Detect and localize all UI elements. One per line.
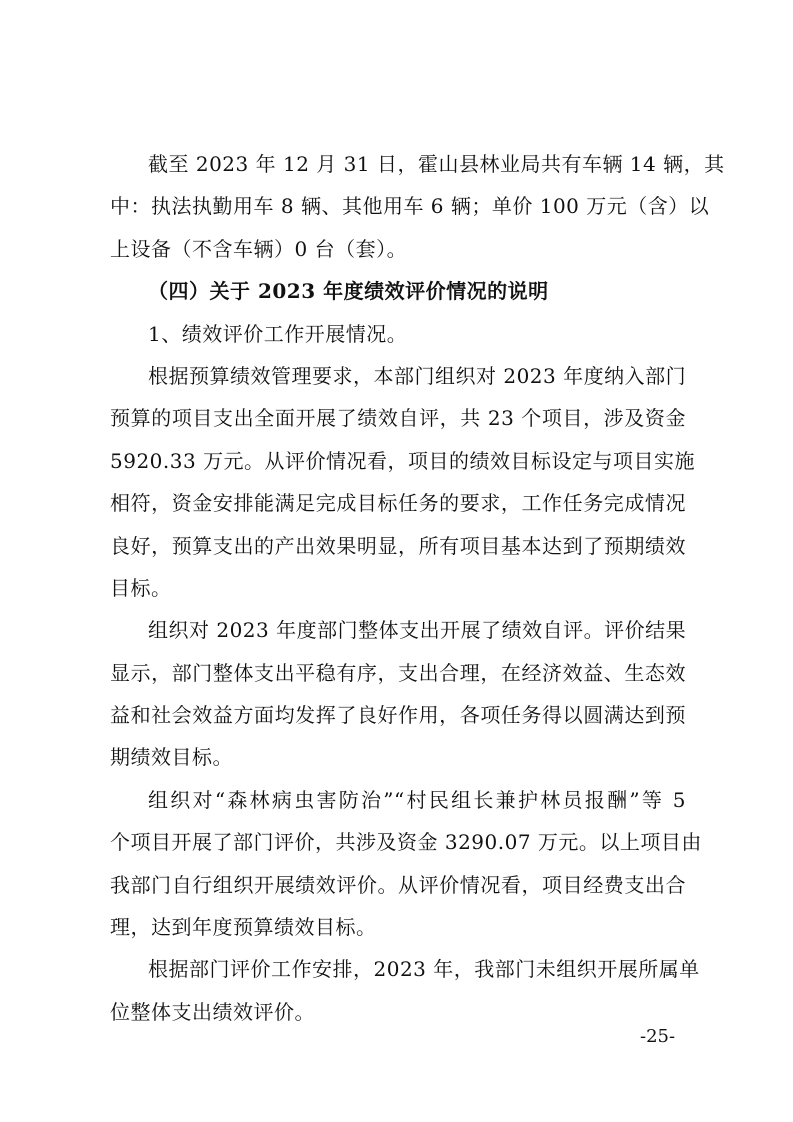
page-number: -25-	[640, 1026, 676, 1047]
text-line: 显示，部门整体支出平稳有序，支出合理，在经济效益、生态效	[110, 660, 686, 685]
paragraph	[110, 609, 686, 779]
text-line: 我部门自行组织开展绩效评价。从评价情况看，项目经费支出合	[110, 872, 686, 897]
text-line: 1、绩效评价工作开展情况。	[148, 321, 408, 346]
document-body	[110, 143, 725, 1033]
text-line: （四）关于 2023 年度绩效评价情况的说明	[148, 279, 549, 304]
paragraph	[110, 143, 725, 270]
paragraph	[110, 779, 702, 949]
text-line: 目标。	[110, 575, 172, 600]
text-line: 预算的项目支出全面开展了绩效自评，共 23 个项目，涉及资金	[110, 406, 686, 431]
text-line: 位整体支出绩效评价。	[110, 999, 315, 1024]
text-line: 组织对“森林病虫害防治”“村民组长兼护林员报酬”等 5	[148, 787, 686, 812]
text-line: 理，达到年度预算绩效目标。	[110, 915, 377, 940]
text-line: 个项目开展了部门评价，共涉及资金 3290.07 万元。以上项目由	[110, 830, 702, 855]
text-line: 根据预算绩效管理要求，本部门组织对 2023 年度纳入部门	[148, 363, 687, 388]
text-line: 期绩效目标。	[110, 745, 233, 770]
text-line: 良好，预算支出的产出效果明显，所有项目基本达到了预期绩效	[110, 533, 686, 558]
paragraph	[110, 948, 700, 1033]
text-line: 5920.33 万元。从评价情况看，项目的绩效目标设定与项目实施	[110, 448, 696, 473]
text-line: 上设备（不含车辆）0 台（套）。	[110, 236, 408, 261]
text-line: 组织对 2023 年度部门整体支出开展了绩效自评。评价结果	[148, 618, 687, 643]
paragraph	[110, 355, 696, 609]
text-line: 相符，资金安排能满足完成目标任务的要求，工作任务完成情况	[110, 491, 686, 516]
text-line: 截至 2023 年 12 月 31 日，霍山县林业局共有车辆 14 辆，其	[148, 152, 725, 176]
text-line: 根据部门评价工作安排，2023 年，我部门未组织开展所属单	[148, 957, 700, 982]
section-heading	[110, 270, 686, 312]
text-line: 中：执法执勤用车 8 辆、其他用车 6 辆；单价 100 万元（含）以	[110, 194, 710, 219]
text-line: 益和社会效益方面均发挥了良好作用，各项任务得以圆满达到预	[110, 703, 686, 728]
paragraph	[110, 313, 686, 355]
